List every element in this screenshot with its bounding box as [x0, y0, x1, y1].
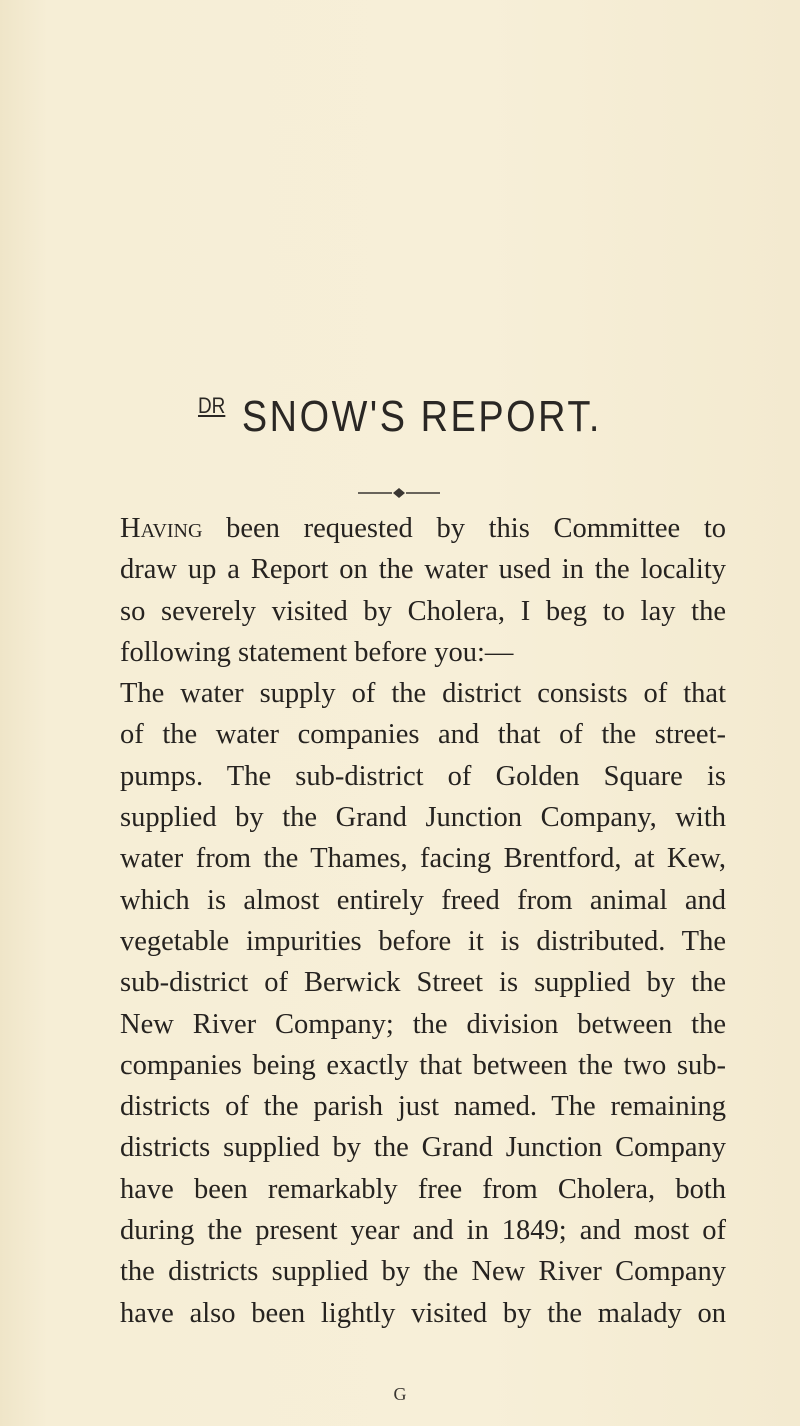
body-line: New River Company; the division between the [120, 1008, 726, 1040]
signature-mark: G [393, 1384, 407, 1404]
title-prefix: DR [197, 393, 226, 418]
body-line [120, 508, 726, 549]
body-line: which is almost entirely freed from animal and [120, 884, 726, 916]
body-line: pumps. The sub-district of Golden Square is [120, 760, 726, 792]
body-line: supplied by the Grand Junction Company, with [120, 802, 726, 834]
report-title [56, 392, 744, 442]
body-line: of the water companies and that of the street- [120, 719, 726, 751]
body-line: sub-district of Berwick Street is supplied by the [120, 967, 726, 999]
body-line: districts of the parish just named. The remaining [120, 1091, 726, 1123]
body-line: The water supply of the district consists of that [120, 678, 726, 710]
body-line: vegetable impurities before it is distributed. The [120, 925, 726, 957]
body-line: have been remarkably free from Cholera, both [120, 1173, 726, 1205]
body-line: following statement before you:— [120, 636, 514, 668]
diamond-rule-ornament [358, 486, 440, 500]
body-line: water from the Thames, facing Brentford, at Kew, [120, 843, 726, 875]
body-line: so severely visited by Cholera, I beg to lay the [120, 595, 726, 627]
body-line-rest: been requested by this Committee to [202, 513, 726, 544]
body-line: companies being exactly that between the two sub- [120, 1049, 726, 1081]
body-line: draw up a Report on the water used in the locality [120, 554, 726, 586]
body-line: during the present year and in 1849; and most of [120, 1215, 726, 1247]
title-main: SNOW'S REPORT. [241, 392, 602, 441]
body-line: districts supplied by the Grand Junction Company [120, 1132, 726, 1164]
body-line: the districts supplied by the New River Company [120, 1256, 726, 1288]
body-line: have also been lightly visited by the malady on [120, 1297, 726, 1329]
body-line-first-word: Having [120, 513, 203, 544]
report-body [120, 508, 726, 1334]
